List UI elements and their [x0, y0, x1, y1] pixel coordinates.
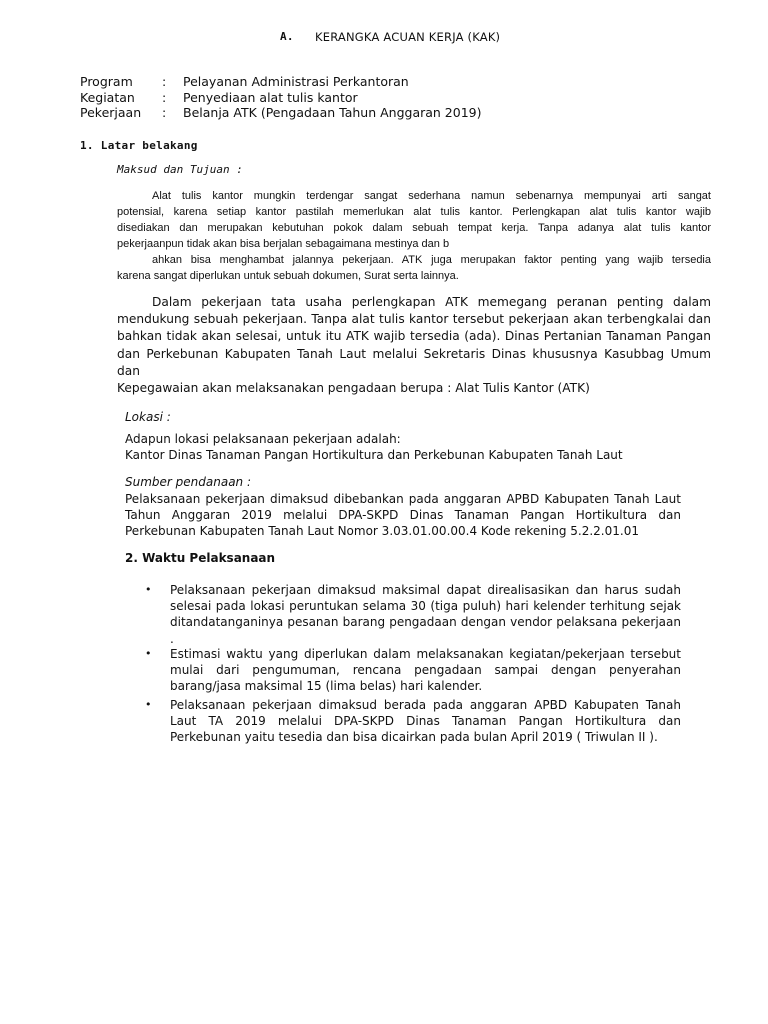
bullet-dot: • [145, 647, 152, 660]
meta-row-pekerjaan [80, 105, 700, 121]
meta-key: Pekerjaan [80, 105, 142, 120]
lokasi-block [125, 431, 681, 463]
section-1-subheading: Maksud dan Tujuan : [117, 163, 243, 176]
paragraph-line: pekerjaanpun tidak akan bisa berjalan sebagaimana mestinya dan b [117, 238, 450, 250]
paragraph-line: Kepegawaian akan melaksanakan pengadaan berupa : Alat Tulis Kantor (ATK) [117, 381, 590, 396]
bullet-line: ditandatanganinya pesanan barang pengadaan dengan vendor pelaksana pekerjaan [170, 615, 681, 630]
sumber-line: Perkebunan Kabupaten Tanah Laut Nomor 3.03.01.00.00.4 Kode rekening 5.2.2.01.01 [125, 524, 639, 538]
meta-value: Penyediaan alat tulis kantor [183, 89, 358, 105]
section-2-heading: 2. Waktu Pelaksanaan [125, 551, 276, 565]
bullet-line: selesai pada lokasi peruntukan selama 30 (tiga puluh) hari kelender terhitung sejak [170, 599, 681, 614]
bullet-line: Estimasi waktu yang diperlukan dalam melaksanakan kegiatan/pekerjaan tersebut [170, 647, 681, 661]
paragraph-line: bahkan tidak akan selesai, untuk itu ATK wajib tersedia (ada). Dinas Pertanian Tanaman Pangan [117, 329, 711, 344]
meta-key: Kegiatan [80, 89, 135, 105]
paragraph-line: Dalam pekerjaan tata usaha perlengkapan ATK memegang peranan penting dalam [152, 295, 711, 309]
bullet-text [170, 646, 681, 695]
title-text: KERANGKA ACUAN KERJA (KAK) [315, 30, 501, 44]
bullet-line: barang/jasa maksimal 15 (lima belas) hari kalender. [170, 679, 483, 694]
paragraph-maksud [117, 188, 711, 284]
bullet-line: Laut TA 2019 melalui DPA-SKPD Dinas Tanaman Pangan Hortikultura dan [170, 714, 681, 729]
lokasi-line: Adapun lokasi pelaksanaan pekerjaan adalah: [125, 432, 401, 446]
sumber-label: Sumber pendanaan : [125, 475, 252, 489]
paragraph-line: potensial, karena setiap kantor pastilah memerlukan alat tulis kantor. Perlengkapan alat tulis kantor wajib [117, 206, 711, 218]
bullet-line: Perkebunan yaitu tesedia dan bisa dicairkan pada bulan April 2019 ( Triwulan II ). [170, 730, 658, 745]
bullet-text [170, 697, 681, 746]
paragraph-line: Alat tulis kantor mungkin terdengar sangat sederhana namun sebenarnya mempunyai arti sangat [152, 190, 711, 202]
sumber-line: Tahun Anggaran 2019 melalui DPA-SKPD Dinas Tanaman Pangan Hortikultura dan [125, 508, 681, 522]
paragraph-line: karena sangat diperlukan untuk sebuah dokumen, Surat serta lainnya. [117, 270, 459, 282]
bullet-dot: • [145, 583, 152, 596]
meta-row-kegiatan [80, 90, 700, 106]
meta-table [80, 74, 700, 121]
paragraph-line: mendukung sebuah pekerjaan. Tanpa alat tulis kantor tersebut pekerjaan akan terbengkalai dan [117, 312, 711, 327]
paragraph-line: disediakan dan merupakan kebutuhan pokok dalam sebuah tempat kerja. Tanpa adanya alat tulis kantor [117, 222, 711, 234]
meta-key: Program [80, 74, 133, 89]
meta-colon: : [162, 74, 167, 89]
bullet-line: . [170, 631, 174, 646]
meta-value: Pelayanan Administrasi Perkantoran [183, 74, 409, 89]
sumber-line: Pelaksanaan pekerjaan dimaksud dibebankan pada anggaran APBD Kabupaten Tanah Laut [125, 492, 681, 506]
bullet-text [170, 582, 681, 647]
bullet-line: mulai dari pengumuman, rencana pengadaan sampai dengan penyerahan [170, 663, 681, 678]
lokasi-line: Kantor Dinas Tanaman Pangan Hortikultura dan Perkebunan Kabupaten Tanah Laut [125, 448, 623, 462]
lokasi-label: Lokasi : [125, 410, 171, 424]
meta-value: Belanja ATK (Pengadaan Tahun Anggaran 2019) [183, 105, 482, 120]
section-1-heading: 1. Latar belakang [80, 139, 198, 152]
title-letter: A. [280, 30, 294, 43]
paragraph-pekerjaan [117, 294, 711, 397]
sumber-block [125, 491, 681, 539]
paragraph-line: ahkan bisa menghambat jalannya pekerjaan. ATK juga merupakan faktor penting yang wajib tersedia [152, 254, 711, 266]
bullet-line: Pelaksanaan pekerjaan dimaksud berada pada anggaran APBD Kabupaten Tanah [170, 698, 681, 712]
paragraph-line: dan Perkebunan Kabupaten Tanah Laut melalui Sekretaris Dinas khususnya Kasubbag Umum dan [117, 346, 711, 378]
meta-colon: : [162, 89, 167, 105]
meta-colon: : [162, 105, 167, 120]
meta-row-program [80, 74, 700, 90]
bullet-line: Pelaksanaan pekerjaan dimaksud maksimal dapat direalisasikan dan harus sudah [170, 583, 681, 597]
bullet-dot: • [145, 698, 152, 711]
